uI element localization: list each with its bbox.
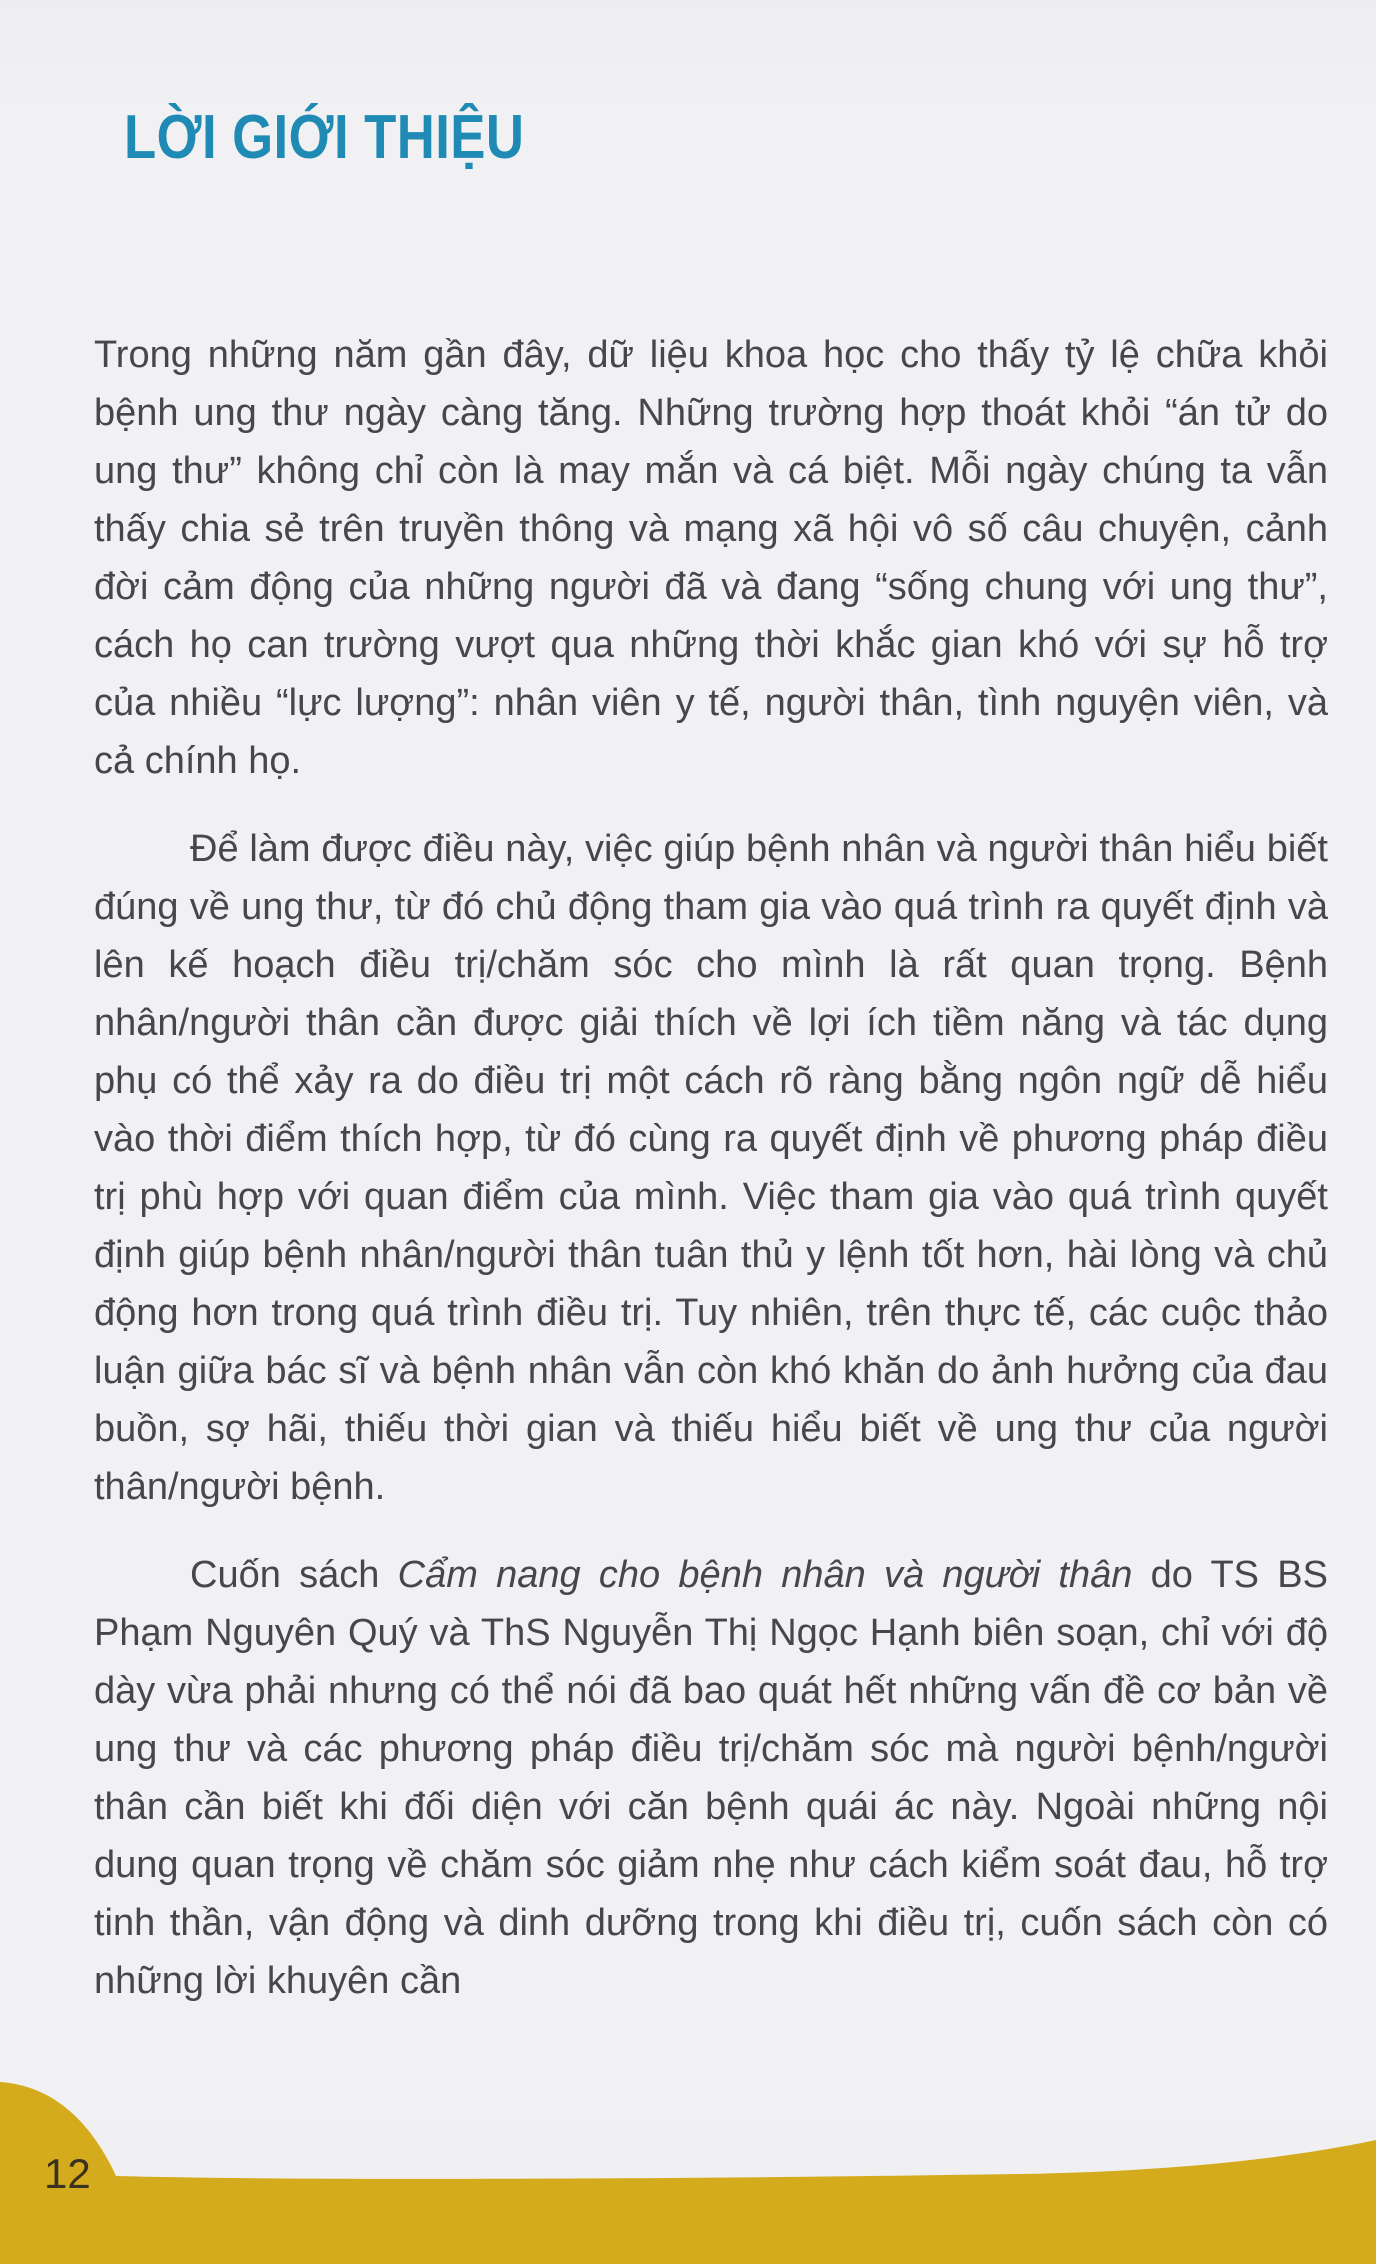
intro-text	[94, 326, 1328, 2040]
page-title: LỜI GIỚI THIỆU	[124, 103, 525, 172]
page-number: 12	[44, 2150, 91, 2197]
bottom-band-decoration	[0, 2074, 1376, 2264]
book-title-italic: Cẩm nang cho bệnh nhân và người thân	[397, 1554, 1133, 1596]
bottom-band-shape	[0, 2082, 1376, 2264]
paragraph-3	[94, 1546, 1328, 2010]
paragraph-3-segment-normal: Cuốn sách	[190, 1554, 398, 1596]
paragraph-1: Trong những năm gần đây, dữ liệu khoa học cho thấy tỷ lệ chữa khỏi bệnh ung thư ngày càng tăng. Những trường hợp thoát khỏi “án tử do ung thư” không chỉ còn là may mắn và cá biệt. Mỗi ngày chúng ta vẫn thấy chia sẻ trên truyền thông và mạng xã hội vô số câu chuyện, cảnh đời cảm động của những người đã và đang “sống chung với ung thư”, cách họ can trường vượt qua những thời khắc gian khó với sự hỗ trợ của nhiều “lực lượng”: nhân viên y tế, người thân, tình nguyện viên, và cả chính họ.	[94, 334, 1328, 782]
paragraph-3-segment-normal: do TS BS Phạm Nguyên Quý và ThS Nguyễn Thị Ngọc Hạnh biên soạn, chỉ với độ dày vừa phải nhưng có thể nói đã bao quát hết những vấn đề cơ bản về ung thư và các phương pháp điều trị/chăm sóc mà người bệnh/người thân cần biết khi đối diện với căn bệnh quái ác này. Ngoài những nội dung quan trọng về chăm sóc giảm nhẹ như cách kiểm soát đau, hỗ trợ tinh thần, vận động và dinh dưỡng trong khi điều trị, cuốn sách còn có những lời khuyên cần	[94, 1554, 1328, 2002]
paragraph-2: Để làm được điều này, việc giúp bệnh nhân và người thân hiểu biết đúng về ung thư, từ đó chủ động tham gia vào quá trình ra quyết định và lên kế hoạch điều trị/chăm sóc cho mình là rất quan trọng. Bệnh nhân/người thân cần được giải thích về lợi ích tiềm năng và tác dụng phụ có thể xảy ra do điều trị một cách rõ ràng bằng ngôn ngữ dễ hiểu vào thời điểm thích hợp, từ đó cùng ra quyết định về phương pháp điều trị phù hợp với quan điểm của mình. Việc tham gia vào quá trình quyết định giúp bệnh nhân/người thân tuân thủ y lệnh tốt hơn, hài lòng và chủ động hơn trong quá trình điều trị. Tuy nhiên, trên thực tế, các cuộc thảo luận giữa bác sĩ và bệnh nhân vẫn còn khó khăn do ảnh hưởng của đau buồn, sợ hãi, thiếu thời gian và thiếu hiểu biết về ung thư của người thân/người bệnh.	[94, 828, 1328, 1508]
